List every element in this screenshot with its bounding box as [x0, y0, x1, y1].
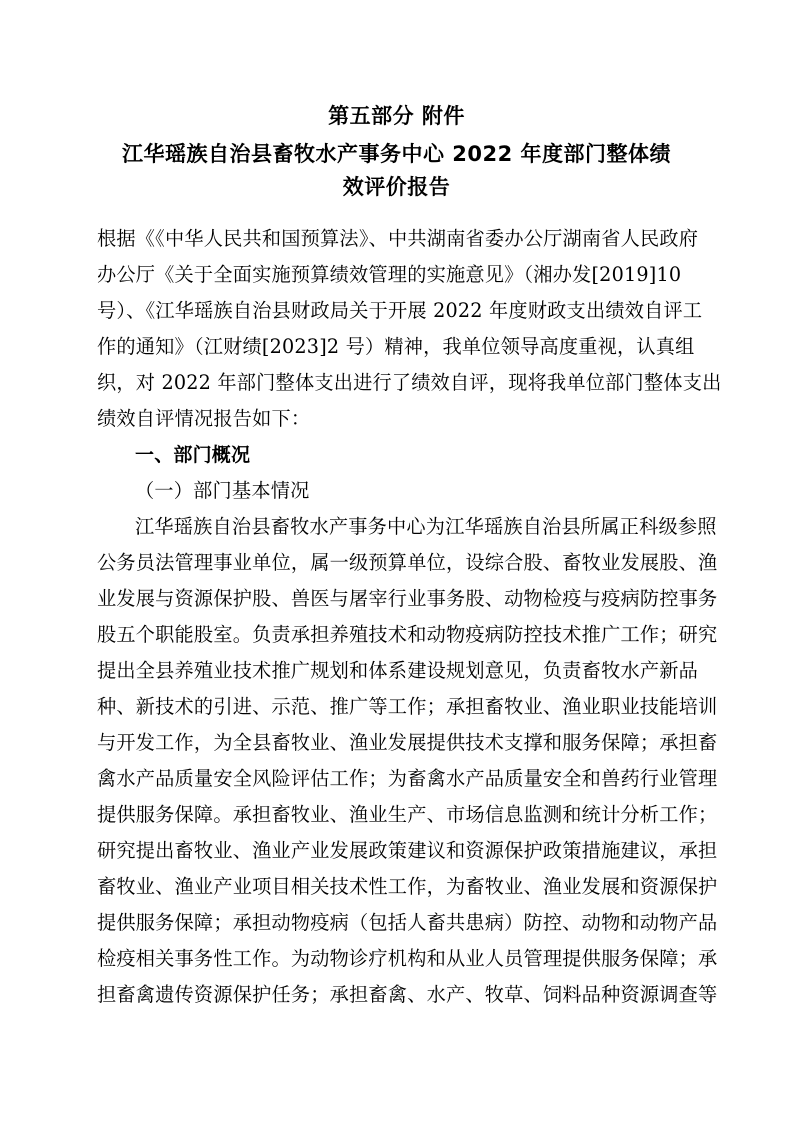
body-line: 研究提出畜牧业、渔业产业发展政策建议和资源保护政策措施建议，承担 [97, 839, 718, 862]
body-line: 股五个职能股室。负责承担养殖技术和动物疫病防控技术推广工作；研究 [97, 623, 718, 646]
subsection-heading: （一）部门基本情况 [135, 479, 310, 502]
body-line: 担畜禽遗传资源保护任务；承担畜禽、水产、牧草、饲料品种资源调查等 [97, 983, 718, 1006]
body-line: 禽水产品质量安全风险评估工作；为畜禽水产品质量安全和兽药行业管理 [97, 767, 718, 790]
body-line: 畜牧业、渔业产业项目相关技术性工作，为畜牧业、渔业发展和资源保护 [97, 875, 718, 898]
body-line: 检疫相关事务性工作。为动物诊疗机构和从业人员管理提供服务保障；承 [97, 947, 718, 970]
body-line: 提供服务保障；承担动物疫病（包括人畜共患病）防控、动物和动物产品 [97, 911, 718, 934]
intro-line: 作的通知》（江财绩[2023]2 号）精神，我单位领导高度重视，认真组 [97, 335, 695, 358]
body-line: 江华瑶族自治县畜牧水产事务中心为江华瑶族自治县所属正科级参照 [135, 515, 717, 538]
intro-line: 办公厅《关于全面实施预算绩效管理的实施意见》（湘办发[2019]10 [97, 263, 682, 286]
report-title-line-2: 效评价报告 [342, 175, 451, 199]
body-line: 提出全县养殖业技术推广规划和体系建设规划意见，负责畜牧水产新品 [97, 659, 699, 682]
body-line: 种、新技术的引进、示范、推广等工作；承担畜牧业、渔业职业技能培训 [97, 695, 718, 718]
report-title-line-1: 江华瑶族自治县畜牧水产事务中心 2022 年度部门整体绩 [121, 142, 672, 166]
body-line: 公务员法管理事业单位，属一级预算单位，设综合股、畜牧业发展股、渔 [97, 551, 718, 574]
intro-line: 绩效自评情况报告如下： [97, 407, 311, 430]
intro-line: 号）、《江华瑶族自治县财政局关于开展 2022 年度财政支出绩效自评工 [97, 299, 703, 322]
intro-line: 织，对 2022 年部门整体支出进行了绩效自评，现将我单位部门整体支出 [97, 371, 722, 394]
body-line: 业发展与资源保护股、兽医与屠宰行业事务股、动物检疫与疫病防控事务 [97, 587, 718, 610]
body-line: 提供服务保障。承担畜牧业、渔业生产、市场信息监测和统计分析工作； [97, 803, 718, 826]
intro-line: 根据《《中华人民共和国预算法》、中共湖南省委办公厅湖南省人民政府 [97, 227, 699, 250]
part-title: 第五部分 附件 [328, 104, 465, 128]
section-heading: 一、部门概况 [135, 444, 251, 466]
body-line: 与开发工作，为全县畜牧业、渔业发展提供技术支撑和服务保障；承担畜 [97, 731, 718, 754]
